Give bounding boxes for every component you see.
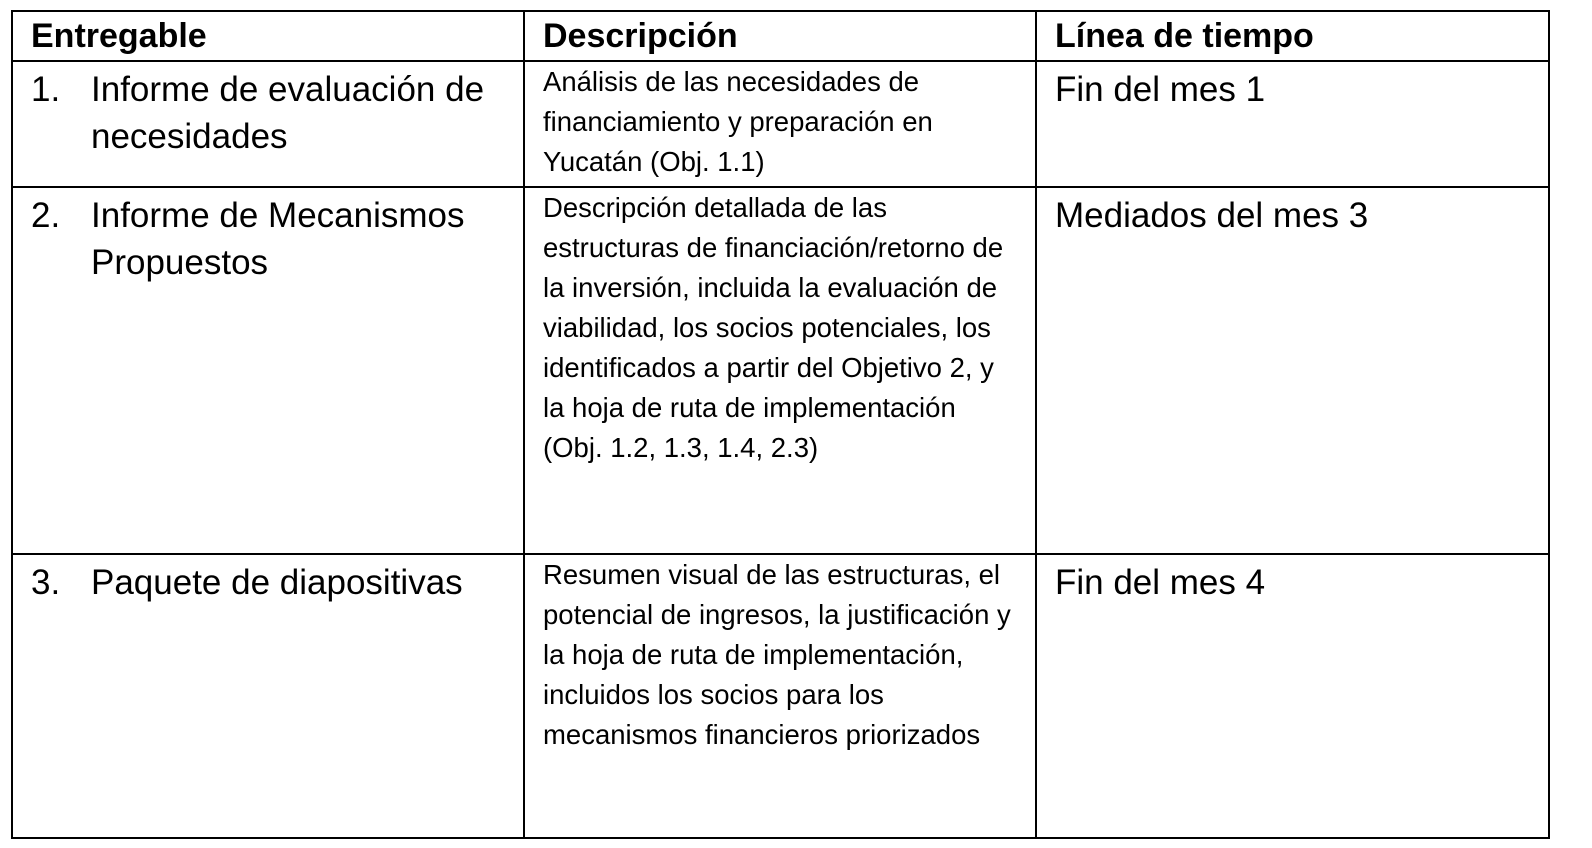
deliverable-number: 2. xyxy=(31,196,61,235)
deliverable-name: Informe de evaluación de necesidades xyxy=(91,70,485,156)
deliverable-cell xyxy=(12,187,524,554)
timeline-cell: Fin del mes 4 xyxy=(1036,554,1549,838)
timeline-cell: Fin del mes 1 xyxy=(1036,61,1549,187)
description-cell: Resumen visual de las estructuras, el potencial de ingresos, la justificación y la hoja de ruta de implementación, incluidos los socios para los mecanismos financieros priorizados xyxy=(524,554,1036,838)
deliverable-number: 3. xyxy=(31,563,61,602)
table-row xyxy=(12,61,1549,187)
timeline-cell: Mediados del mes 3 xyxy=(1036,187,1549,554)
deliverable-name: Paquete de diapositivas xyxy=(91,563,463,602)
header-timeline: Línea de tiempo xyxy=(1036,11,1549,61)
description-cell: Análisis de las necesidades de financiamiento y preparación en Yucatán (Obj. 1.1) xyxy=(524,61,1036,187)
header-deliverable: Entregable xyxy=(12,11,524,61)
deliverable-number: 1. xyxy=(31,70,61,109)
table-header-row xyxy=(12,11,1549,61)
deliverable-cell xyxy=(12,554,524,838)
description-cell: Descripción detallada de las estructuras de financiación/retorno de la inversión, incluida la evaluación de viabilidad, los socios potenciales, los identificados a partir del Objetivo 2, y la hoja de ruta de implementación (Obj. 1.2, 1.3, 1.4, 2.3) xyxy=(524,187,1036,554)
deliverables-table xyxy=(11,10,1550,839)
header-description: Descripción xyxy=(524,11,1036,61)
table-row xyxy=(12,554,1549,838)
table-row xyxy=(12,187,1549,554)
deliverable-name: Informe de Mecanismos Propuestos xyxy=(91,196,465,282)
deliverable-cell xyxy=(12,61,524,187)
